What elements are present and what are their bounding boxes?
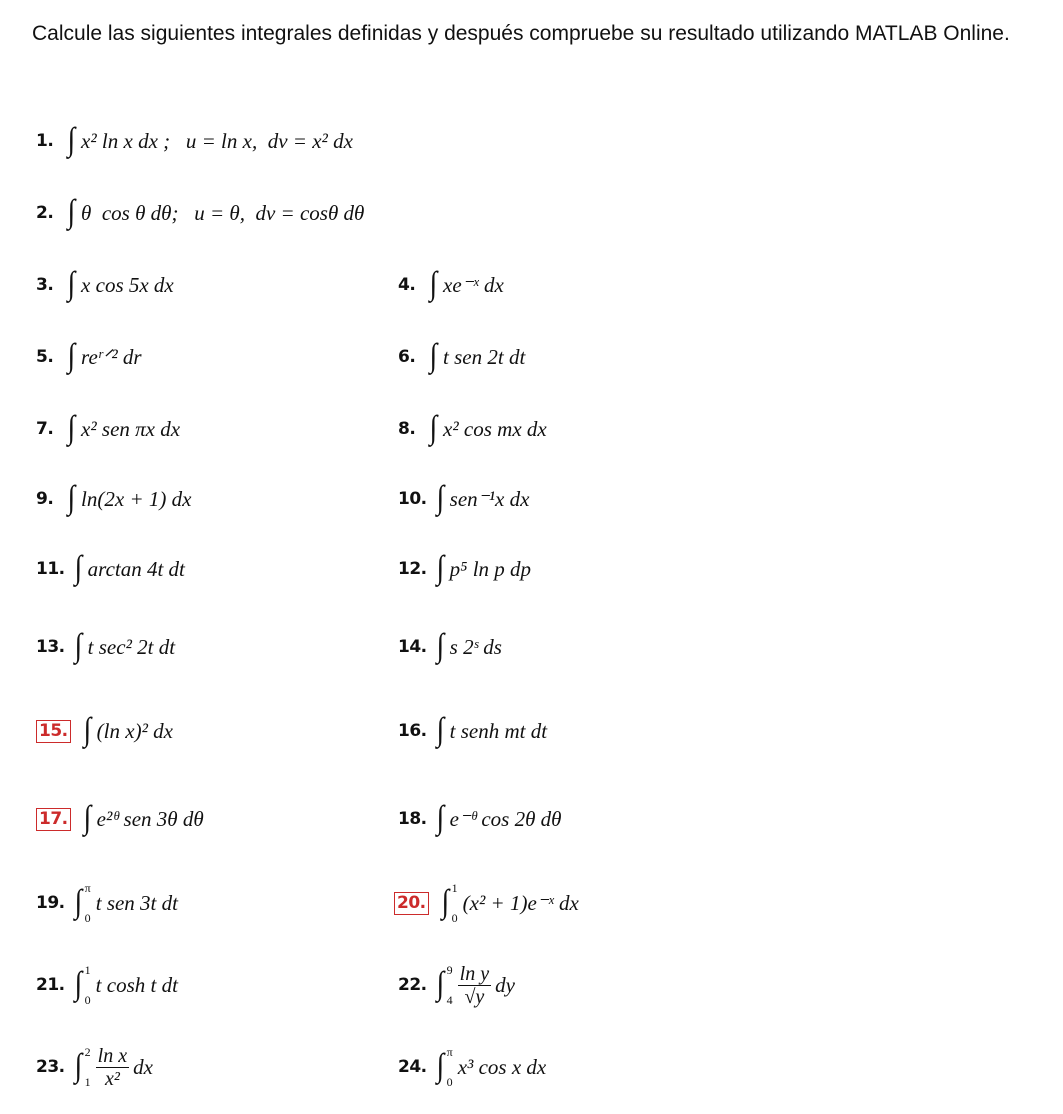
integral-sign-icon: ∫ [74,627,82,664]
integral-sign-icon: ∫ [436,479,444,516]
upper-limit: π [84,881,91,895]
fraction [458,963,491,1008]
problem-number: 3. [36,275,54,295]
problem-17 [36,796,204,842]
problem-expression: θ cos θ dθ; u = θ, dv = cosθ dθ [81,200,365,225]
problem-7 [36,406,180,452]
problem-number: 14. [398,637,427,657]
upper-limit: 2 [84,1045,91,1059]
problem-2 [36,190,364,236]
upper-limit: π [446,1045,453,1059]
problem-number: 9. [36,489,54,509]
differential: dx [133,1054,153,1079]
problem-number: 22. [398,975,427,995]
instructions-text: Calcule las siguientes integrales definidas y después compruebe su resultado utilizando MATLAB Online. [32,22,1010,45]
problem-expression: p⁵ ln p dp [449,556,532,581]
integral-sign-icon: ∫ [441,883,449,920]
upper-limit: 1 [451,881,458,895]
problem-number: 1. [36,131,54,151]
problem-10 [398,476,529,522]
integral-sign-icon: ∫ [67,337,76,374]
lower-limit: 0 [451,911,458,925]
problem-16 [398,708,547,754]
problem-expression: e⁻ᶿ cos 2θ dθ [449,806,562,831]
problem-3 [36,262,174,308]
problem-expression: x² sen πx dx [81,416,181,441]
problem-12 [398,546,531,592]
problem-19 [36,880,178,926]
problem-number: 4. [398,275,416,295]
integral-sign-icon: ∫ [429,337,438,374]
problem-expression: (x² + 1)e⁻ˣ dx [462,890,579,915]
problem-4 [398,262,504,308]
lower-limit: 0 [84,993,91,1007]
upper-limit: 9 [446,963,453,977]
lower-limit: 0 [84,911,91,925]
problem-15 [36,708,173,754]
upper-limit: 1 [84,963,91,977]
problem-expression: x³ cos x dx [457,1054,547,1079]
problem-number: 13. [36,637,65,657]
problem-expression: x² cos mx dx [443,416,547,441]
problem-expression: x² ln x dx ; u = ln x, dv = x² dx [81,128,353,153]
problem-number: 23. [36,1057,65,1077]
integral-sign-icon: ∫ [67,193,76,230]
integral-sign-icon: ∫ [74,549,82,586]
problem-number: 6. [398,347,416,367]
integral-sign-icon: ∫ [67,479,76,516]
integral-sign-icon: ∫ [429,265,438,302]
denominator: √y [464,985,485,1008]
problem-6 [398,334,525,380]
problem-number: 24. [398,1057,427,1077]
problem-expression: (ln x)² dx [96,718,173,743]
problem-number: 10. [398,489,427,509]
problem-23 [36,1044,153,1090]
problem-number: 2. [36,203,54,223]
problem-22 [398,962,515,1008]
integral-sign-icon: ∫ [74,965,82,1002]
problem-expression: x cos 5x dx [81,272,174,297]
integral-sign-icon: ∫ [436,799,444,836]
problem-20 [394,880,579,926]
problem-expression: t sec² 2t dt [87,634,176,659]
problem-18 [398,796,561,842]
numerator: ln y [459,962,490,985]
lower-limit: 1 [84,1075,91,1089]
integral-sign-icon: ∫ [74,883,82,920]
integral-sign-icon: ∫ [67,409,76,446]
integral-sign-icon: ∫ [67,265,76,302]
problem-14 [398,624,502,670]
problem-expression: xe⁻ˣ dx [443,272,504,297]
problem-number: 12. [398,559,427,579]
problem-8 [398,406,547,452]
integral-sign-icon: ∫ [74,1047,82,1084]
problem-number: 16. [398,721,427,741]
lower-limit: 4 [446,993,453,1007]
integral-sign-icon: ∫ [436,627,444,664]
problem-expression: t cosh t dt [95,972,178,997]
problem-expression: t sen 2t dt [443,344,526,369]
problem-number: 7. [36,419,54,439]
differential: dy [495,972,515,997]
denominator: x² [104,1067,120,1090]
problem-5 [36,334,142,380]
problem-expression: t senh mt dt [449,718,548,743]
fraction [96,1045,129,1090]
integral-sign-icon: ∫ [436,549,444,586]
integral-sign-icon: ∫ [436,711,444,748]
problem-21 [36,962,178,1008]
problem-expression: reʳᐟ² dr [81,344,142,369]
integral-sign-icon: ∫ [83,799,91,836]
lower-limit: 0 [446,1075,453,1089]
problem-11 [36,546,185,592]
integral-sign-icon: ∫ [429,409,438,446]
problem-expression: sen⁻¹x dx [449,486,530,511]
problem-expression: e²ᶿ sen 3θ dθ [96,806,204,831]
problem-expression: t sen 3t dt [95,890,178,915]
problem-number: 5. [36,347,54,367]
problem-1 [36,118,353,164]
problem-expression: s 2ˢ ds [449,634,502,659]
problem-number: 19. [36,893,65,913]
integral-sign-icon: ∫ [83,711,91,748]
problem-number: 11. [36,559,65,579]
problem-9 [36,476,191,522]
problem-13 [36,624,175,670]
integral-sign-icon: ∫ [67,121,76,158]
integral-sign-icon: ∫ [436,1047,444,1084]
problem-24 [398,1044,546,1090]
problem-number: 18. [398,809,427,829]
problem-number-highlighted: 17. [36,808,71,831]
problem-number: 8. [398,419,416,439]
problem-number: 21. [36,975,65,995]
problem-expression: arctan 4t dt [87,556,185,581]
numerator: ln x [97,1044,128,1067]
problem-number-highlighted: 15. [36,720,71,743]
integral-sign-icon: ∫ [436,965,444,1002]
problem-number-highlighted: 20. [394,892,429,915]
problem-expression: ln(2x + 1) dx [81,486,192,511]
